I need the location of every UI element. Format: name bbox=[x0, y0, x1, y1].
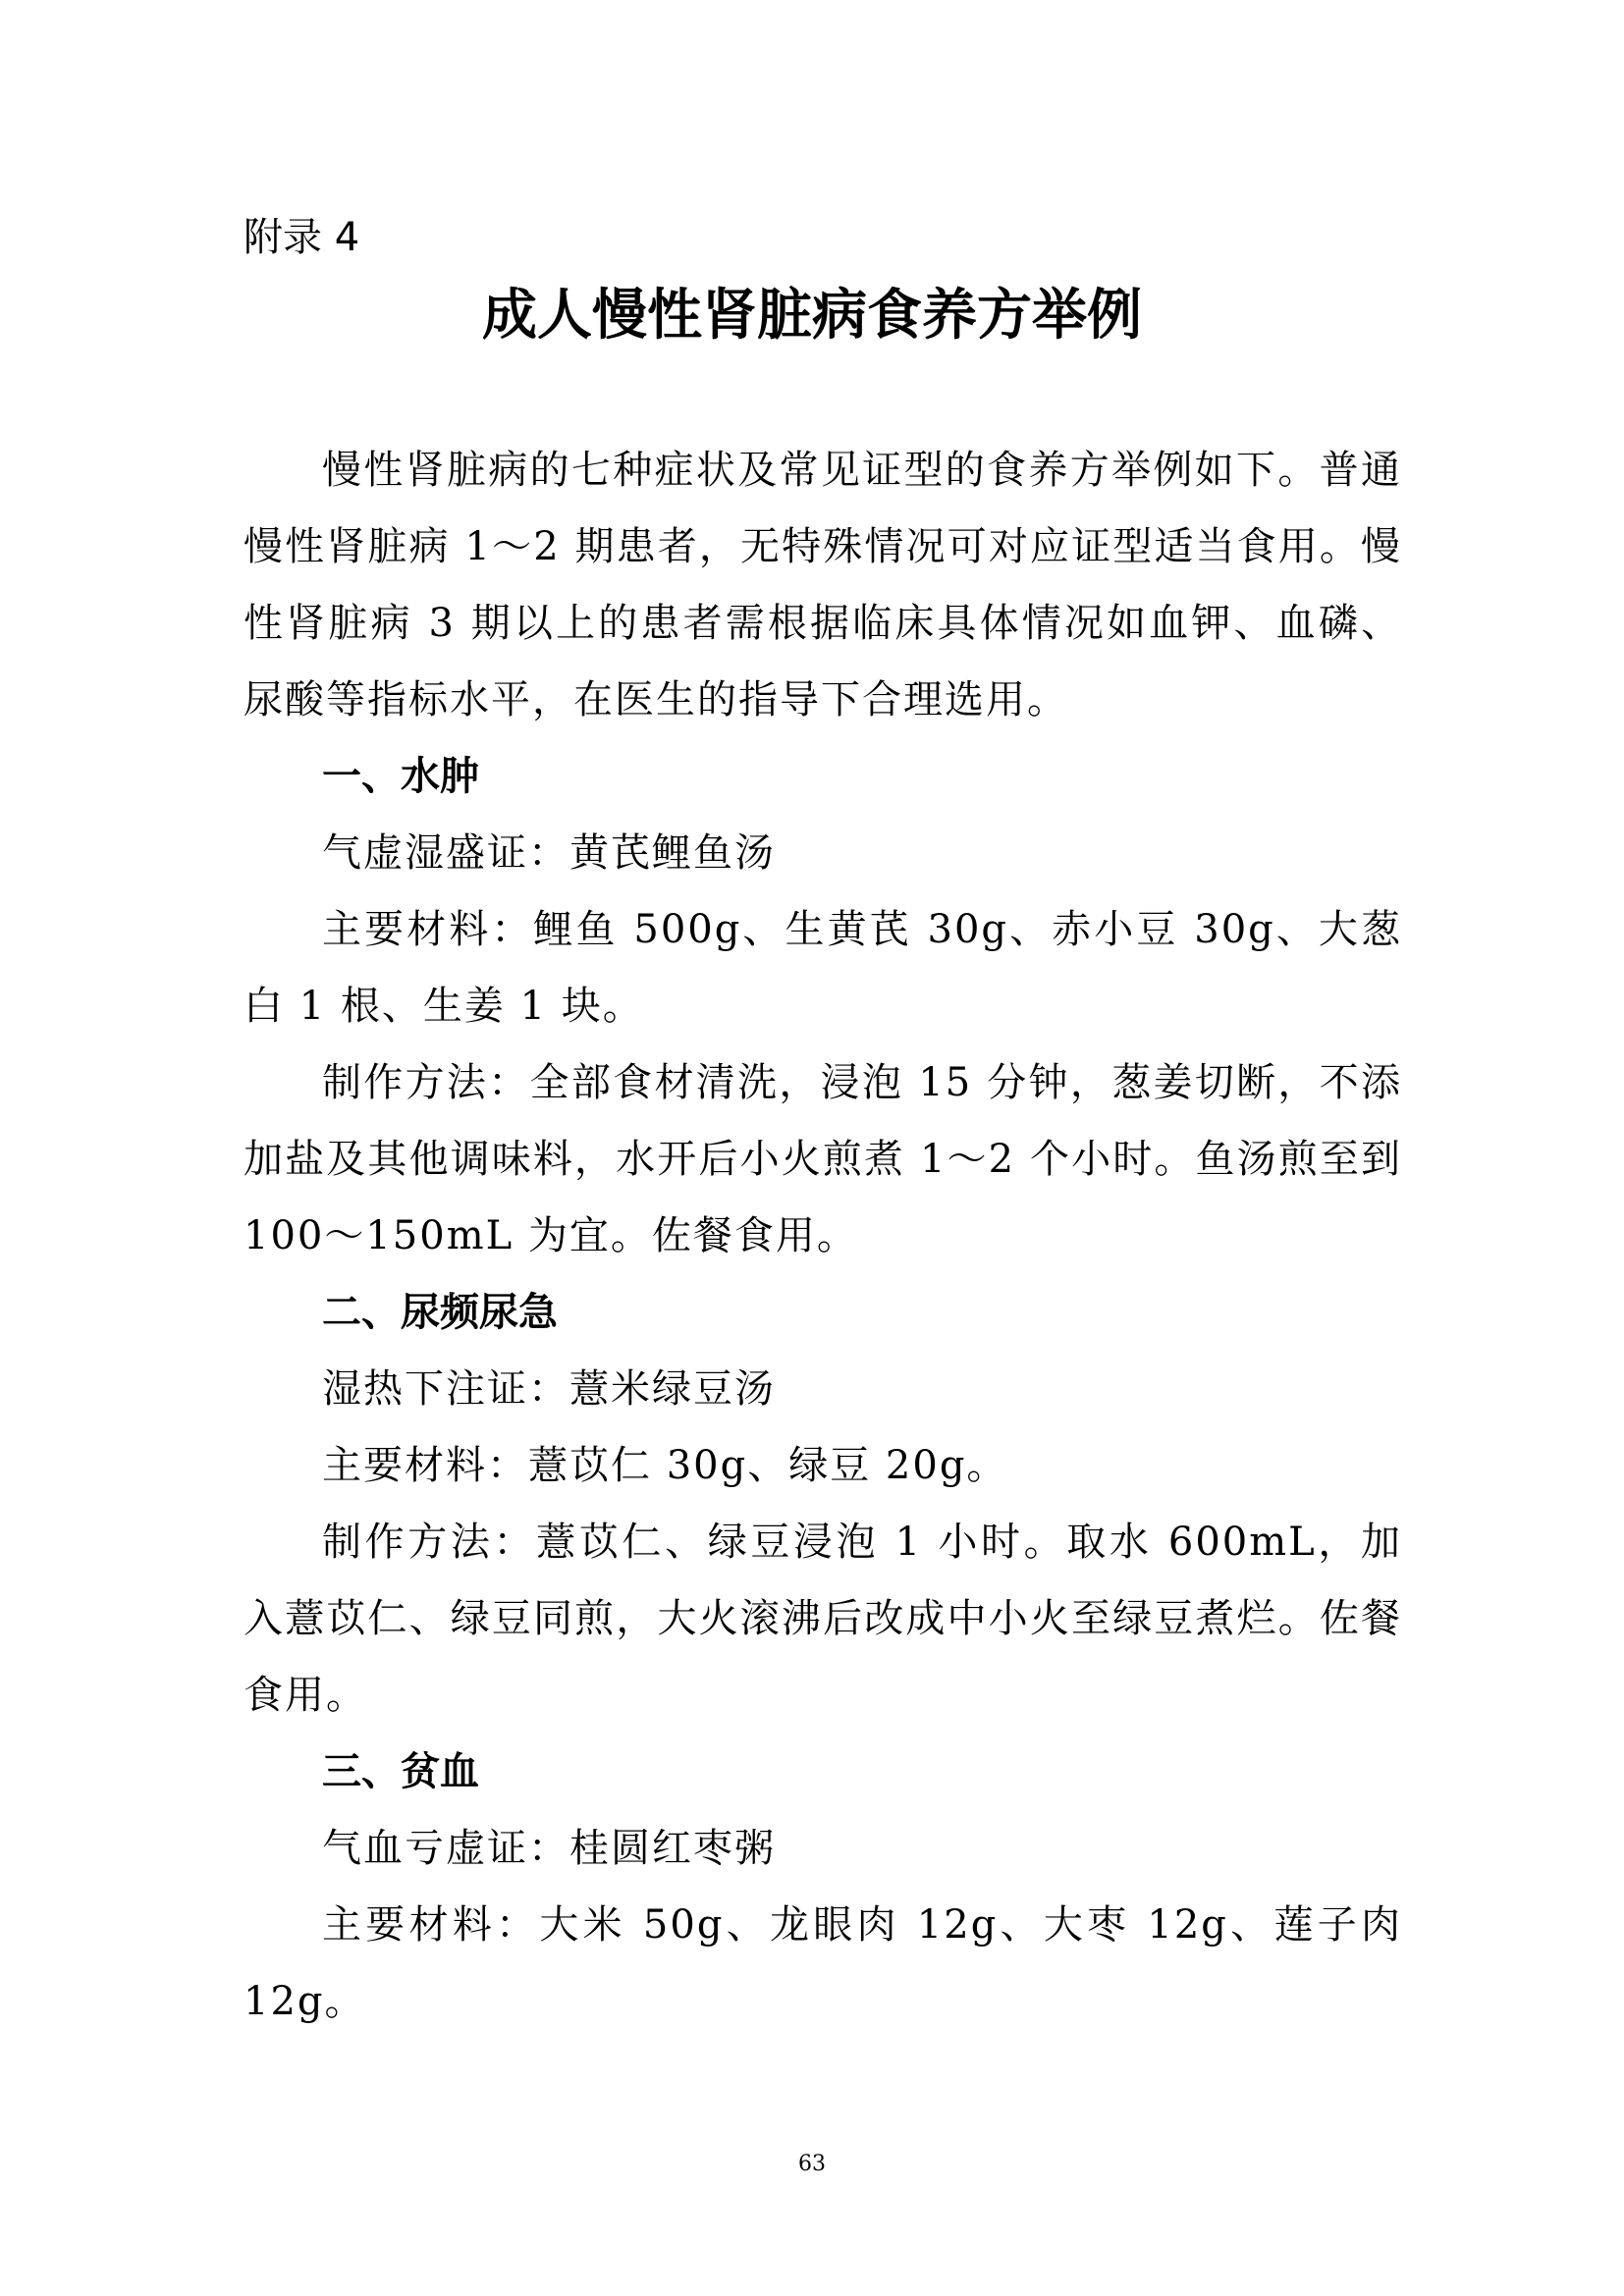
page-number: 63 bbox=[798, 2152, 826, 2176]
section-heading-anemia: 三、贫血 bbox=[322, 1749, 479, 1794]
appendix-label: 附录 4 bbox=[244, 215, 360, 260]
page-title: 成人慢性肾脏病食养方举例 bbox=[482, 284, 1142, 347]
pattern-recipe-urination: 湿热下注证：薏米绿豆汤 bbox=[322, 1366, 776, 1412]
section-heading-edema: 一、水肿 bbox=[322, 754, 479, 799]
body-text bbox=[244, 432, 1402, 2040]
method-urination: 制作方法：薏苡仁、绿豆浸泡 1 小时。取水 600mL，加入薏苡仁、绿豆同煎，大火滚沸后改成中小火至绿豆煮烂。佐餐食用。 bbox=[244, 1520, 1402, 1718]
materials-urination: 主要材料：薏苡仁 30g、绿豆 20g。 bbox=[322, 1443, 1008, 1488]
materials-anemia: 主要材料：大米 50g、龙眼肉 12g、大枣 12g、莲子肉 12g。 bbox=[244, 1902, 1402, 2024]
method-edema: 制作方法：全部食材清洗，浸泡 15 分钟，葱姜切断，不添加盐及其他调味料，水开后小火煎煮 1～2 个小时。鱼汤煎至到 100～150mL 为宜。佐餐食用。 bbox=[244, 1060, 1402, 1258]
materials-edema: 主要材料：鲤鱼 500g、生黄芪 30g、赤小豆 30g、大葱白 1 根、生姜 1 块。 bbox=[244, 907, 1402, 1029]
section-heading-urination: 二、尿频尿急 bbox=[322, 1290, 558, 1335]
intro-paragraph: 慢性肾脏病的七种症状及常见证型的食养方举例如下。普通慢性肾脏病 1～2 期患者，无特殊情况可对应证型适当食用。慢性肾脏病 3 期以上的患者需根据临床具体情况如血钾、血磷、尿酸等指标水平，在医生的指导下合理选用。 bbox=[244, 448, 1402, 722]
pattern-recipe-anemia: 气血亏虚证：桂圆红枣粥 bbox=[322, 1826, 776, 1871]
pattern-recipe-edema: 气虚湿盛证：黄芪鲤鱼汤 bbox=[322, 830, 776, 876]
